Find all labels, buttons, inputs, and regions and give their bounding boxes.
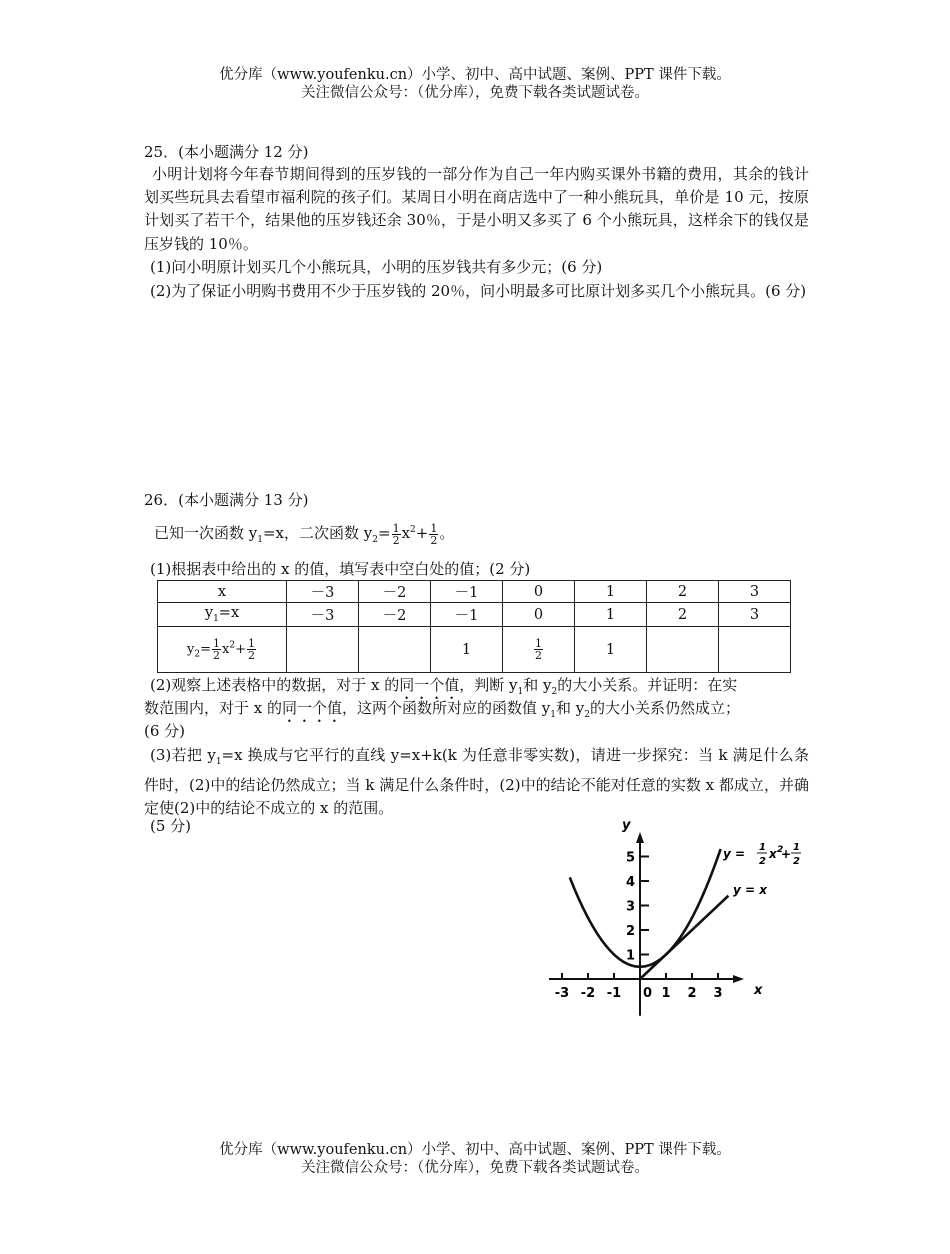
header-line-2: 关注微信公众号：（优分库），免费下载各类试题试卷。 bbox=[301, 85, 649, 101]
table-row bbox=[158, 581, 791, 603]
q26-title: 26．(本小题满分 13 分) bbox=[144, 491, 309, 509]
q25-part1: (1)问小明原计划买几个小熊玩具，小明的压岁钱共有多少元；(6 分) bbox=[150, 258, 603, 276]
table-cell: $y_2=$ $\frac{1}{2}$ $x^2+$ $\frac{1}{2}$ bbox=[158, 627, 287, 673]
q26-part2-line2: 数范围内，对于 x 的同一个值，这两个函数所对应的函数值 $y_1$和 $y_2$的大小关系仍然成立； bbox=[144, 699, 740, 720]
q26-part3-score: (5 分) bbox=[150, 817, 192, 835]
table-cell: 1 bbox=[575, 581, 647, 603]
table-cell bbox=[359, 627, 431, 673]
x-tick-label: -1 bbox=[606, 986, 622, 1001]
y-tick-label: 4 bbox=[625, 875, 635, 890]
x-tick-label: 2 bbox=[687, 986, 697, 1001]
table-cell: －1 bbox=[431, 581, 503, 603]
x-axis-arrow bbox=[733, 975, 744, 983]
table-cell: －1 bbox=[431, 603, 503, 627]
x-tick-label: -3 bbox=[554, 986, 570, 1001]
q26-intro-frac-2: $\frac{1}{2}$ bbox=[430, 521, 438, 547]
q25-part2: (2)为了保证小明购书费用不少于压岁钱的 20％，问小明最多可比原计划多买几个小熊玩具。(6 分) bbox=[150, 282, 807, 300]
svg-text:x: x bbox=[769, 847, 777, 861]
q26-intro-frac-1: $\frac{1}{2}$ bbox=[392, 521, 400, 547]
table-cell bbox=[647, 627, 719, 673]
q25-title: 25．(本小题满分 12 分) bbox=[144, 143, 309, 161]
q26-intro: 已知一次函数 $y_1=x$，二次函数 $y_2=$ $\frac{1}{2}$ $x^2+$ $\frac{1}{2}$ 。 bbox=[154, 521, 455, 547]
table-row bbox=[158, 627, 791, 673]
y-tick-label: 2 bbox=[625, 924, 635, 939]
table-cell: 0 bbox=[503, 581, 575, 603]
table-cell bbox=[719, 627, 791, 673]
table-cell: x bbox=[158, 581, 287, 603]
svg-text:2: 2 bbox=[793, 856, 800, 867]
table-cell: 1 bbox=[431, 627, 503, 673]
table-cell bbox=[287, 627, 359, 673]
svg-text:+: + bbox=[781, 847, 792, 861]
table-cell: 0 bbox=[503, 603, 575, 627]
x-tick-label: 3 bbox=[713, 986, 723, 1001]
table-cell: －3 bbox=[287, 603, 359, 627]
q26-part2-line3: (6 分) bbox=[144, 722, 186, 740]
x-tick-label: 1 bbox=[661, 986, 671, 1001]
q26-part3: (3)若把 $y_1=x$ 换成与它平行的直线 y=x+k(k 为任意非零实数)，请进一步探究：当 k 满足什么条件时，(2)中的结论仍然成立；当 k 满足什么条件时，(2)中的结论不能对任意的实数 x 都成立，并确定使(2)中的结论不成立的 x 的范围。 bbox=[144, 746, 809, 818]
q26-part1: (1)根据表中给出的 x 的值，填写表中空白处的值；(2 分) bbox=[150, 560, 531, 578]
parabola-label bbox=[723, 842, 801, 867]
table-cell: 2 bbox=[647, 581, 719, 603]
table-cell: －3 bbox=[287, 581, 359, 603]
table-cell: 1 bbox=[575, 627, 647, 673]
line-label: y = x bbox=[733, 883, 767, 897]
q26-part2-line1: (2)观察上述表格中的数据，对于 x 的同一个值，判断 $y_1$和 $y_2$的大小关系。并证明：在实 bbox=[150, 676, 738, 697]
x-axis-label: x bbox=[754, 983, 763, 998]
line-y-equals-x bbox=[640, 896, 728, 979]
footer-line-1: 优分库（www.youfenku.cn）小学、初中、高中试题、案例、PPT 课件下载。 bbox=[219, 1142, 731, 1158]
table-cell: －2 bbox=[359, 603, 431, 627]
y-tick-label: 1 bbox=[625, 948, 635, 964]
header bbox=[0, 66, 950, 102]
table-row bbox=[158, 603, 791, 627]
parabola-curve bbox=[570, 849, 721, 967]
svg-text:2: 2 bbox=[777, 845, 784, 855]
values-table bbox=[157, 580, 791, 673]
table-cell: 2 bbox=[647, 603, 719, 627]
table-cell: $\frac{1}{2}$ bbox=[503, 627, 575, 673]
header-line-1: 优分库（www.youfenku.cn）小学、初中、高中试题、案例、PPT 课件下载。 bbox=[219, 67, 731, 83]
x-tick-label: 0 bbox=[643, 986, 653, 1001]
table-cell: $y_1=x$ bbox=[158, 603, 287, 627]
table-cell: 1 bbox=[575, 603, 647, 627]
q25-body: 小明计划将今年春节期间得到的压岁钱的一部分作为自己一年内购买课外书籍的费用，其余的钱计划买些玩具去看望市福利院的孩子们。某周日小明在商店选中了一种小熊玩具，单价是 10 元，按原计划买了若干个，结果他的压岁钱还余 30％，于是小明又多买了 6 个小熊玩具，这样余下的钱仅是压岁钱的 10％。 bbox=[144, 165, 809, 253]
svg-text:1: 1 bbox=[793, 842, 800, 853]
y-tick-label: 3 bbox=[625, 899, 635, 915]
svg-text:2: 2 bbox=[759, 856, 766, 867]
footer-line-2: 关注微信公众号：（优分库），免费下载各类试题试卷。 bbox=[301, 1160, 649, 1176]
x-tick-label: -2 bbox=[580, 986, 596, 1001]
svg-text:1: 1 bbox=[759, 842, 766, 853]
table-cell: 3 bbox=[719, 603, 791, 627]
y-tick-label: 5 bbox=[625, 850, 635, 866]
table-cell: 3 bbox=[719, 581, 791, 603]
y-axis-arrow bbox=[636, 832, 644, 843]
svg-text:y =: y = bbox=[723, 847, 746, 861]
y-axis-label: y bbox=[622, 818, 631, 833]
table-cell: －2 bbox=[359, 581, 431, 603]
curves bbox=[570, 849, 729, 979]
function-graph bbox=[530, 812, 815, 1040]
footer bbox=[0, 1141, 950, 1177]
